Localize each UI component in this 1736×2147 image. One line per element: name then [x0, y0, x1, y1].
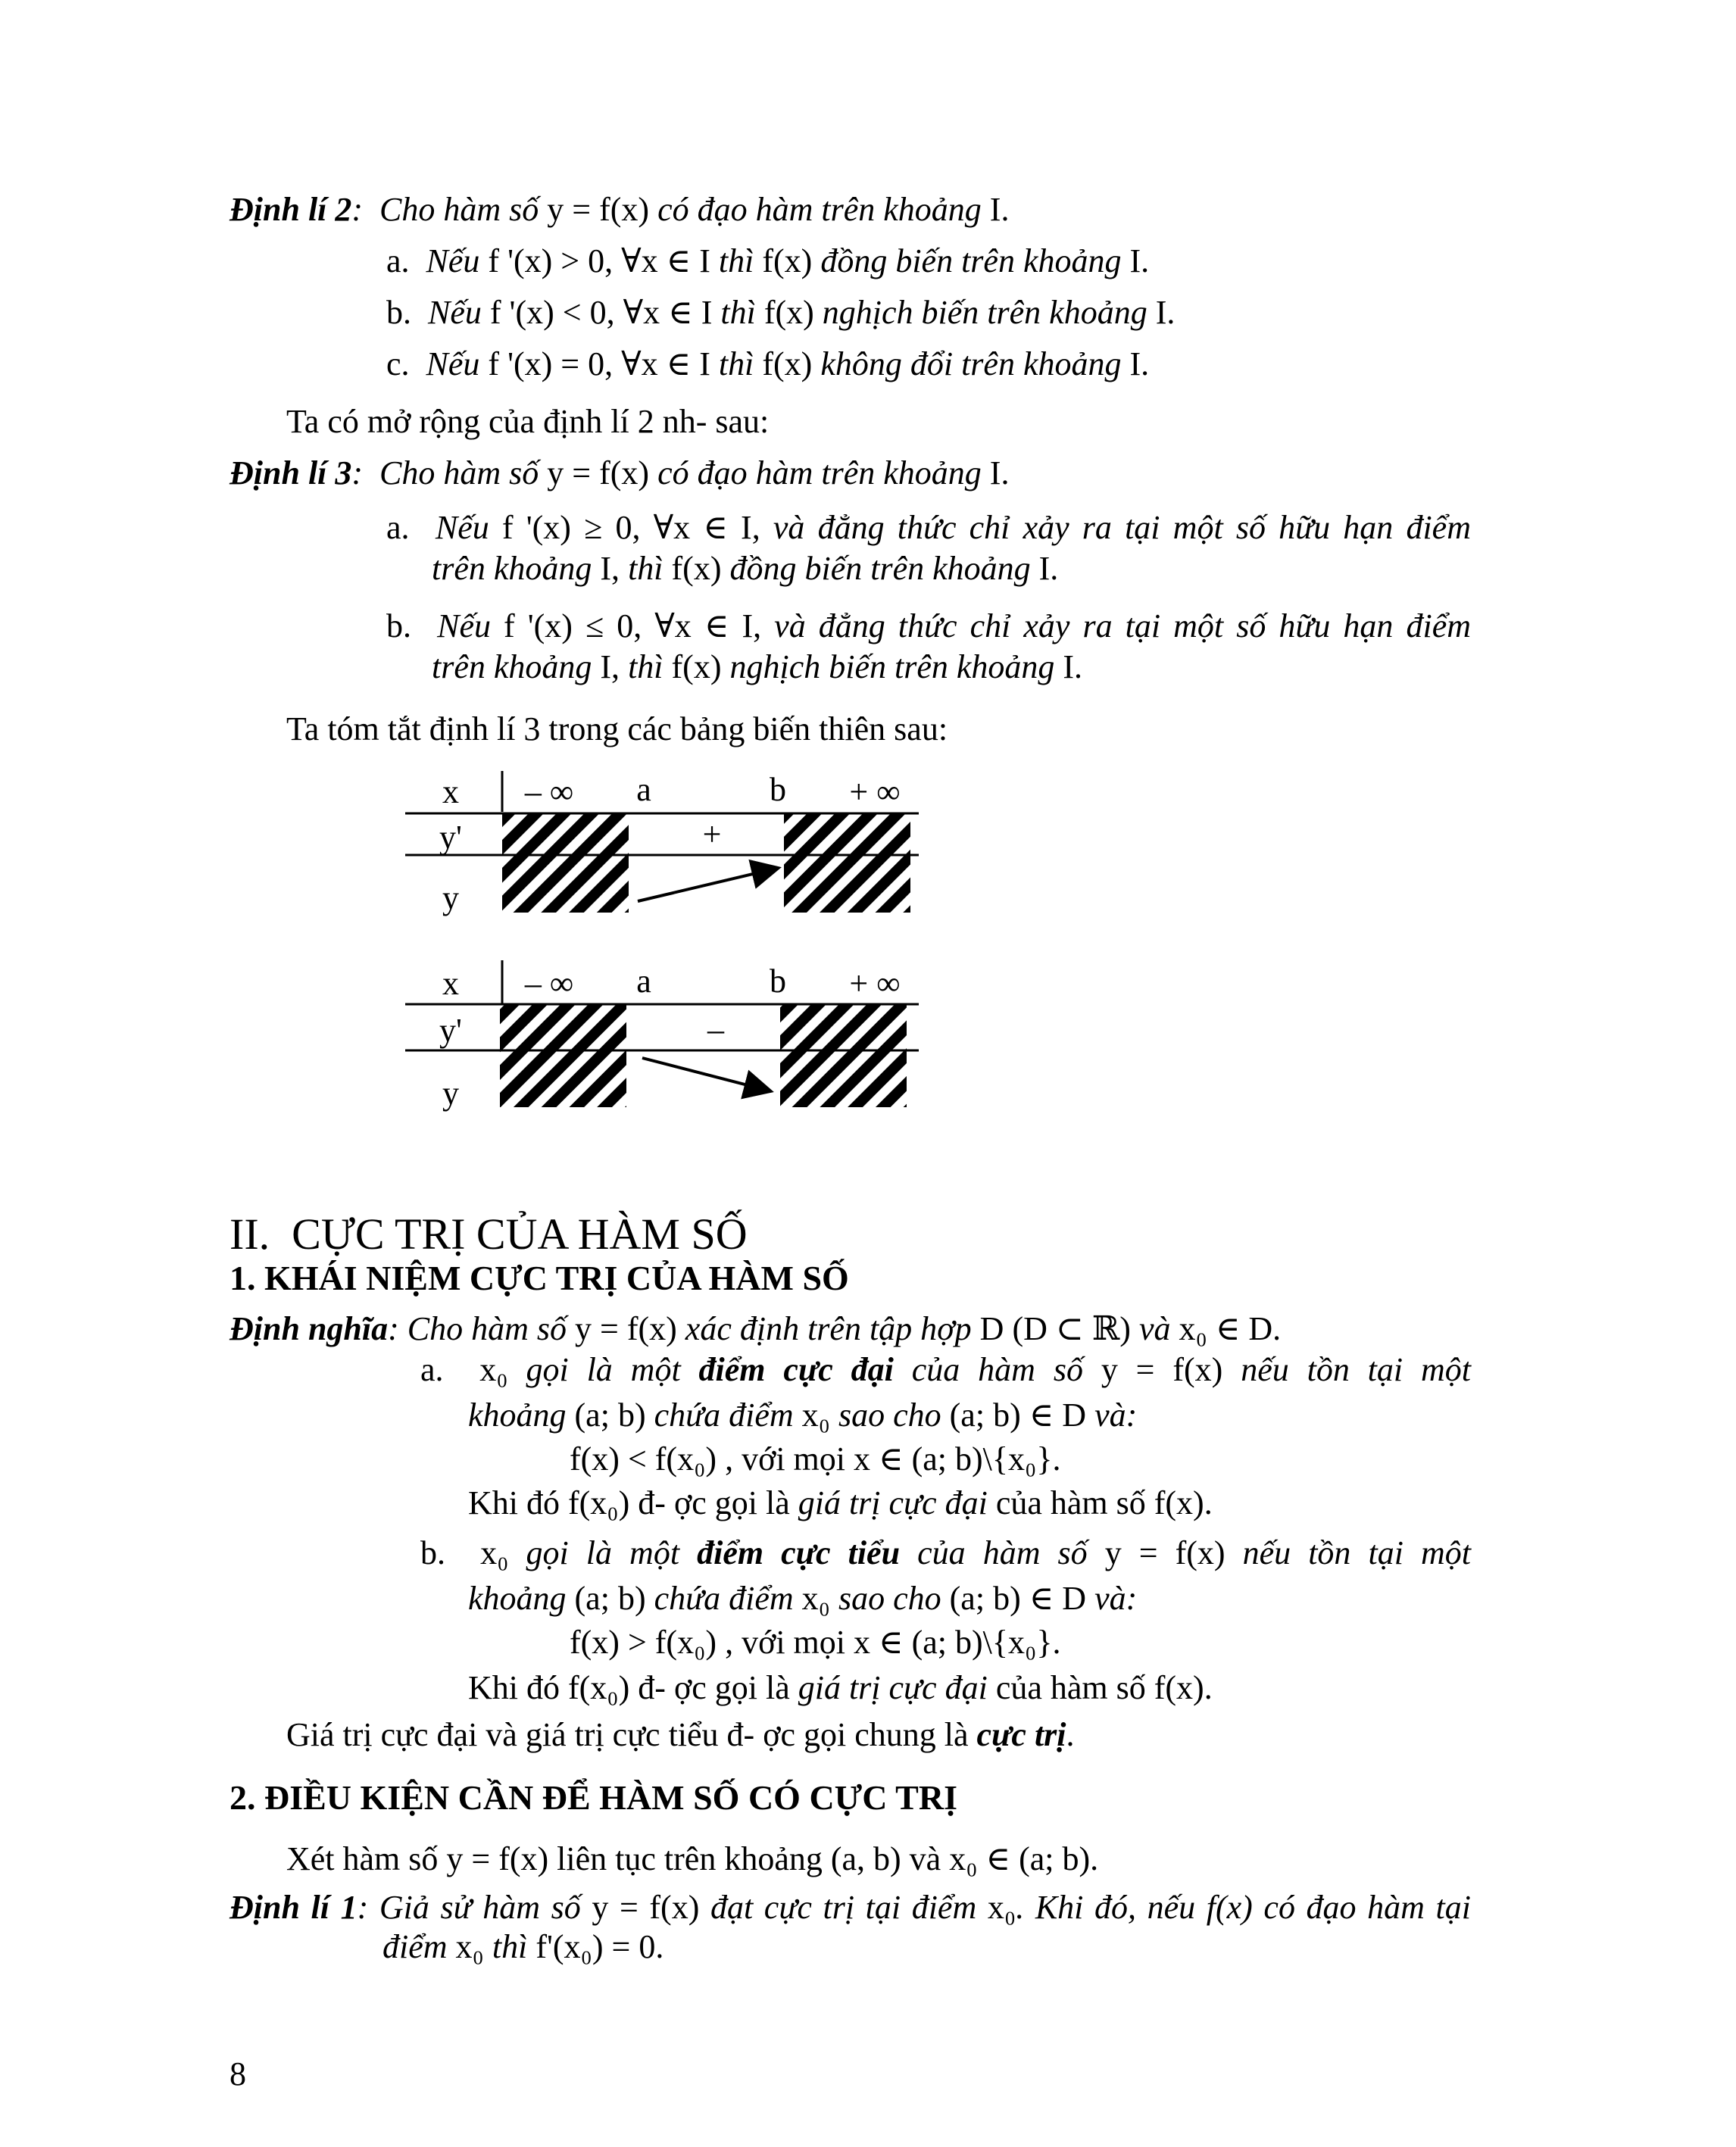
table2-sign: –: [707, 1011, 724, 1048]
theorem-1-line2: điểm x₀ thì f'(x₀) = 0.: [382, 1928, 664, 1965]
theorem-2-item-c: c. Nếu f '(x) = 0, ∀x ∈ I thì f(x) không đổi trên khoảng I.: [386, 345, 1150, 382]
min-inequality: f(x) > f(x₀) , với mọi x ∈ (a; b)\{x₀}.: [570, 1624, 1061, 1661]
theorem-3-item-a-line2: trên khoảng I, thì f(x) đồng biến trên khoảng I.: [432, 550, 1059, 587]
theorem-3-item-b-line1: b. Nếu f '(x) ≤ 0, ∀x ∈ I, và đẳng thức chỉ xảy ra tại một số hữu hạn điểm: [386, 607, 1471, 644]
theorem-1-line1: Định lí 1: Giả sử hàm số y = f(x) đạt cực trị tại điểm x₀. Khi đó, nếu f(x) có đạo hàm tại: [229, 1889, 1471, 1926]
table1-yprime-label: y': [439, 819, 462, 856]
table1-arrow: [638, 868, 779, 901]
table1-x-label: x: [442, 773, 459, 810]
table1-neg-inf: – ∞: [524, 773, 574, 810]
table1-hatch-right: [784, 814, 910, 913]
min-point-line1: b. x₀ gọi là một điểm cực tiểu của hàm số y = f(x) nếu tồn tại một: [420, 1534, 1471, 1571]
table2-y-label: y: [442, 1075, 459, 1112]
table2-b: b: [770, 963, 786, 1000]
table1-y-label: y: [442, 879, 459, 916]
max-point-line2: khoảng (a; b) chứa điểm x₀ sao cho (a; b) ∈ D và:: [468, 1396, 1138, 1434]
theorem-1-label: Định lí 1: [229, 1889, 358, 1926]
definition-statement: Định nghĩa: Cho hàm số y = f(x) xác định trên tập hợp D (D ⊂ ℝ) và x₀ ∈ D.: [229, 1310, 1282, 1347]
theorem-3-statement: Định lí 3: Cho hàm số y = f(x) có đạo hàm trên khoảng I.: [229, 454, 1010, 492]
theorem-2-item-a: a. Nếu f '(x) > 0, ∀x ∈ I thì f(x) đồng biến trên khoảng I.: [386, 242, 1150, 279]
table1-sign: +: [702, 816, 722, 853]
extrema-general-definition: Giá trị cực đại và giá trị cực tiểu đ- ợc gọi chung là cực trị.: [286, 1716, 1075, 1753]
table1-hatch-left: [502, 814, 629, 913]
subsection-1-heading: 1. KHÁI NIỆM CỰC TRỊ CỦA HÀM SỐ: [229, 1259, 849, 1297]
table2-arrow: [642, 1058, 771, 1091]
theorem-3-label: Định lí 3: [229, 454, 352, 492]
max-inequality: f(x) < f(x₀) , với mọi x ∈ (a; b)\{x₀}.: [570, 1440, 1061, 1478]
min-point-line2: khoảng (a; b) chứa điểm x₀ sao cho (a; b) ∈ D và:: [468, 1580, 1138, 1617]
theorem-2-statement: Định lí 2: Cho hàm số y = f(x) có đạo hàm trên khoảng I.: [229, 191, 1010, 228]
variation-table-decreasing: [405, 960, 919, 1112]
table1-pos-inf: + ∞: [849, 773, 901, 810]
table2-pos-inf: + ∞: [849, 965, 901, 1002]
table2-x-label: x: [442, 965, 459, 1002]
theorem-2-label: Định lí 2: [229, 191, 352, 228]
min-value-definition: Khi đó f(x₀) đ- ợc gọi là giá trị cực đại của hàm số f(x).: [468, 1669, 1213, 1706]
table2-neg-inf: – ∞: [524, 965, 574, 1002]
max-point-line1: a. x₀ gọi là một điểm cực đại của hàm số y = f(x) nếu tồn tại một: [420, 1351, 1472, 1388]
theorem-2-item-b: b. Nếu f '(x) < 0, ∀x ∈ I thì f(x) nghịch biến trên khoảng I.: [386, 294, 1176, 331]
definition-label: Định nghĩa: [229, 1310, 389, 1347]
summary-text: Ta tóm tắt định lí 3 trong các bảng biến thiên sau:: [286, 710, 948, 747]
page-number: 8: [229, 2055, 246, 2092]
theorem-3-item-b-line2: trên khoảng I, thì f(x) nghịch biến trên khoảng I.: [432, 648, 1083, 685]
variation-tables: [0, 757, 1736, 1151]
variation-table-increasing: [405, 771, 919, 916]
table2-yprime-label: y': [439, 1012, 462, 1049]
theorem-3-item-a-line1: a. Nếu f '(x) ≥ 0, ∀x ∈ I, và đẳng thức chỉ xảy ra tại một số hữu hạn điểm: [386, 509, 1471, 546]
table2-hatch-right: [780, 1005, 907, 1107]
table1-b: b: [770, 771, 786, 808]
section-2-title: II. CỰC TRỊ CỦA HÀM SỐ: [229, 1209, 748, 1259]
consider-text: Xét hàm số y = f(x) liên tục trên khoảng (a, b) và x₀ ∈ (a; b).: [286, 1840, 1099, 1877]
table2-hatch-left: [500, 1005, 626, 1107]
extension-text: Ta có mở rộng của định lí 2 nh- sau:: [286, 403, 770, 440]
max-value-definition: Khi đó f(x₀) đ- ợc gọi là giá trị cực đại của hàm số f(x).: [468, 1484, 1213, 1521]
table2-a: a: [636, 963, 651, 1000]
table1-a: a: [636, 771, 651, 808]
subsection-2-heading: 2. ĐIỀU KIỆN CẦN ĐỂ HÀM SỐ CÓ CỰC TRỊ: [229, 1778, 957, 1817]
